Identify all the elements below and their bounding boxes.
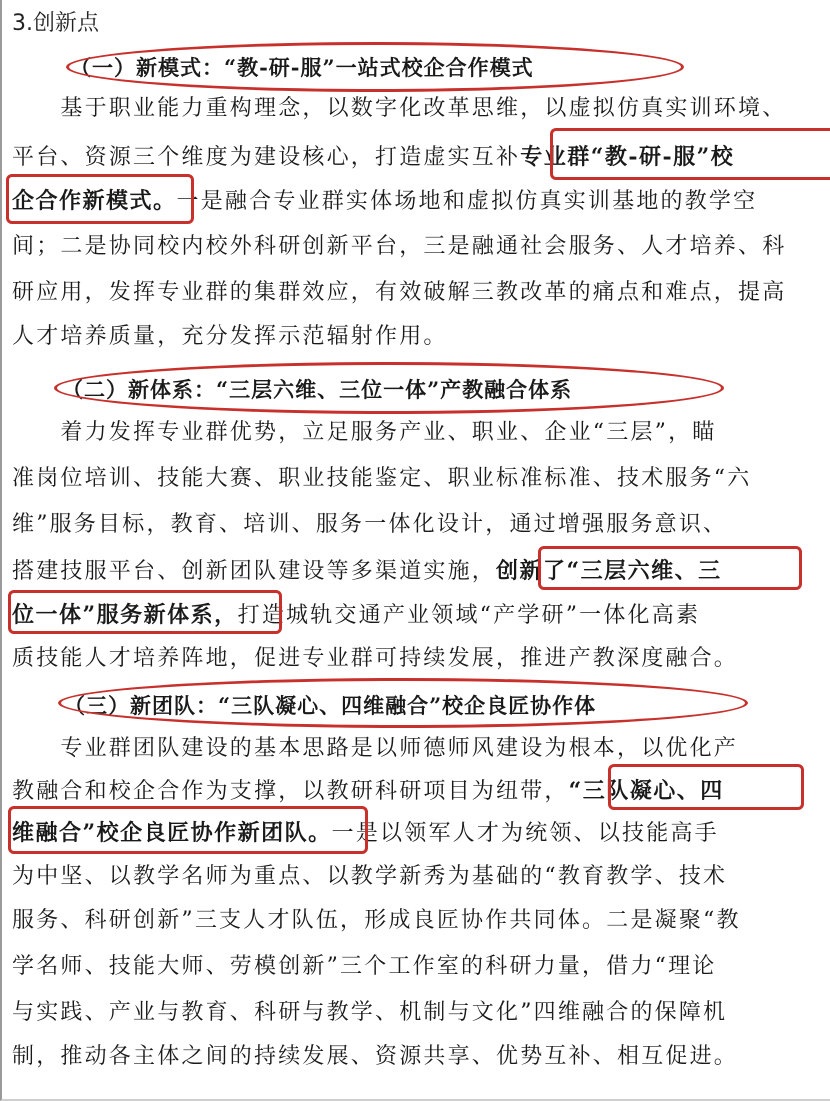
highlight-2b: 位一体”服务新体系， xyxy=(12,602,238,628)
paragraph-1-line-1: 基于职业能力重构理念，以数字化改革思维，以虚拟仿真实训环境、 xyxy=(12,96,787,121)
highlight-box-2b xyxy=(8,590,282,634)
highlight-1b: 企合作新模式。 xyxy=(12,188,177,214)
paragraph-3-line-6: 学名师、技能大师、劳模创新”三个工作室的科研力量，借力“理论 xyxy=(12,954,717,979)
highlight-2a: 创新了“三层六维、三 xyxy=(496,558,722,584)
heading-2: （二）新体系：“三层六维、三位一体”产教融合体系 xyxy=(62,377,573,402)
paragraph-3-line-8: 制，推动各主体之间的持续发展、资源共享、优势互补、相互促进。 xyxy=(12,1044,739,1069)
paragraph-3-line-3: 维融合”校企良匠协作新团队。一是以领军人才为统领、以技能高手 xyxy=(12,820,719,846)
paragraph-2-line-1: 着力发挥专业群优势，立足服务产业、职业、企业“三层”，瞄 xyxy=(12,420,717,445)
paragraph-3-line-2: 教融合和校企合作为支撑，以教研科研项目为纽带，“三队凝心、四 xyxy=(12,778,724,804)
highlight-box-1b xyxy=(6,174,194,224)
heading-2-oval-annotation xyxy=(54,362,724,414)
highlight-1a: 专业群“教-研-服”校 xyxy=(520,144,735,170)
paragraph-2-line-4: 搭建技服平台、创新团队建设等多渠道实施，创新了“三层六维、三 xyxy=(12,558,722,584)
paragraph-1-line-4: 间；二是协同校内校外科研创新平台，三是融通社会服务、人才培养、科 xyxy=(12,234,787,259)
heading-3-oval-annotation xyxy=(58,678,748,728)
paragraph-3-line-7: 与实践、产业与教育、科研与教学、机制与文化”四维融合的保障机 xyxy=(12,1000,728,1025)
paragraph-3-line-4: 为中坚、以教学名师为重点、以教学新秀为基础的“教育教学、技术 xyxy=(12,864,728,889)
heading-1: （一）新模式：“教-研-服”一站式校企合作模式 xyxy=(70,55,534,80)
highlight-box-2a xyxy=(538,546,802,590)
highlight-box-3b xyxy=(8,806,368,854)
paragraph-1-line-5: 研应用，发挥专业群的集群效应，有效破解三教改革的痛点和难点，提高 xyxy=(12,280,787,305)
highlight-box-1a xyxy=(550,128,830,180)
paragraph-3-line-5: 服务、科研创新”三支人才队伍，形成良匠协作共同体。二是凝聚“教 xyxy=(12,908,741,933)
paragraph-2-line-3: 维”服务目标，教育、培训、服务一体化设计，通过增强服务意识、 xyxy=(12,512,728,537)
highlight-3a: “三队凝心、四 xyxy=(568,778,724,804)
paragraph-2-line-6: 质技能人才培养阵地，促进专业群可持续发展，推进产教深度融合。 xyxy=(12,646,739,671)
paragraph-1-line-2: 平台、资源三个维度为建设核心，打造虚实互补专业群“教-研-服”校 xyxy=(12,144,735,170)
heading-1-oval-annotation xyxy=(66,42,684,92)
paragraph-2-line-5: 位一体”服务新体系，打造城轨交通产业领域“产学研”一体化高素 xyxy=(12,602,701,628)
paragraph-3-line-1: 专业群团队建设的基本思路是以师德师风建设为根本，以优化产 xyxy=(12,736,739,761)
paragraph-1-line-6: 人才培养质量，充分发挥示范辐射作用。 xyxy=(12,324,448,349)
paragraph-1-line-3: 企合作新模式。一是融合专业群实体场地和虚拟仿真实训基地的教学空 xyxy=(12,188,758,214)
highlight-box-3a xyxy=(608,764,804,810)
section-number: 3.创新点 xyxy=(12,11,99,36)
highlight-3b: 维融合”校企良匠协作新团队。 xyxy=(12,820,332,846)
paragraph-2-line-2: 准岗位培训、技能大赛、职业技能鉴定、职业标准标准、技术服务“六 xyxy=(12,466,752,491)
heading-3: （三）新团队：“三队凝心、四维融合”校企良匠协作体 xyxy=(64,693,597,718)
